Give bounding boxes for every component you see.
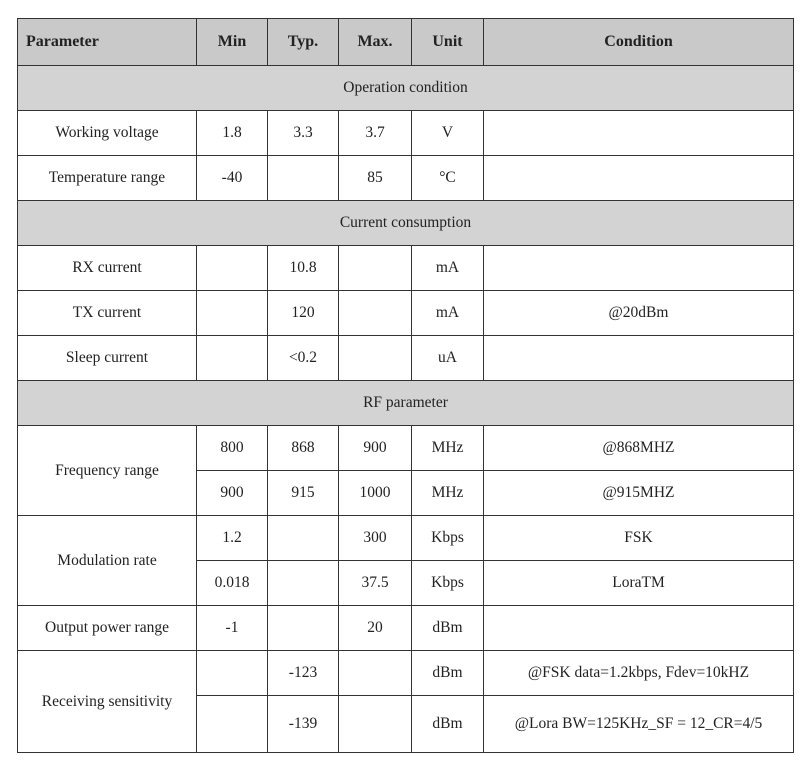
cell-min [197, 291, 268, 336]
table-row-temperature-range [18, 156, 794, 201]
cell-typ: -139 [268, 696, 339, 753]
cell-param: TX current [18, 291, 197, 336]
cell-max: 37.5 [339, 561, 412, 606]
cell-typ [268, 561, 339, 606]
cell-condition [484, 336, 794, 381]
cell-max: 85 [339, 156, 412, 201]
cell-min: 800 [197, 426, 268, 471]
cell-min: 0.018 [197, 561, 268, 606]
cell-typ: 10.8 [268, 246, 339, 291]
cell-condition: FSK [484, 516, 794, 561]
cell-condition: @Lora BW=125KHz_SF = 12_CR=4/5 [484, 696, 794, 753]
cell-max [339, 246, 412, 291]
cell-min [197, 246, 268, 291]
cell-param: Temperature range [18, 156, 197, 201]
cell-typ [268, 606, 339, 651]
cell-typ [268, 156, 339, 201]
cell-typ: 3.3 [268, 111, 339, 156]
section-row-current [18, 201, 794, 246]
header-typ: Typ. [268, 19, 339, 66]
cell-typ: 120 [268, 291, 339, 336]
cell-unit: °C [412, 156, 484, 201]
cell-param: Working voltage [18, 111, 197, 156]
cell-typ: 868 [268, 426, 339, 471]
cell-max [339, 696, 412, 753]
cell-condition [484, 606, 794, 651]
cell-condition: @915MHZ [484, 471, 794, 516]
header-min: Min [197, 19, 268, 66]
header-row [18, 19, 794, 66]
cell-unit: Kbps [412, 561, 484, 606]
cell-condition: LoraTM [484, 561, 794, 606]
cell-max [339, 336, 412, 381]
cell-param: Output power range [18, 606, 197, 651]
cell-min: 1.8 [197, 111, 268, 156]
cell-unit: Kbps [412, 516, 484, 561]
cell-unit: V [412, 111, 484, 156]
table-row-working-voltage [18, 111, 794, 156]
cell-typ: -123 [268, 651, 339, 696]
header-unit: Unit [412, 19, 484, 66]
cell-unit: uA [412, 336, 484, 381]
cell-param: Modulation rate [18, 516, 197, 606]
specification-table [17, 18, 794, 753]
table-row-frequency-range-868 [18, 426, 794, 471]
header-max: Max. [339, 19, 412, 66]
table-row-modulation-rate-fsk [18, 516, 794, 561]
cell-param: Frequency range [18, 426, 197, 516]
table-row-sleep-current [18, 336, 794, 381]
section-title: RF parameter [18, 381, 794, 426]
cell-unit: MHz [412, 471, 484, 516]
cell-min [197, 696, 268, 753]
cell-unit: MHz [412, 426, 484, 471]
section-title: Operation condition [18, 66, 794, 111]
section-row-operation [18, 66, 794, 111]
cell-max: 1000 [339, 471, 412, 516]
cell-unit: dBm [412, 606, 484, 651]
cell-condition [484, 246, 794, 291]
header-condition: Condition [484, 19, 794, 66]
cell-condition: @20dBm [484, 291, 794, 336]
table-row-tx-current [18, 291, 794, 336]
table-row-receiving-sensitivity-fsk [18, 651, 794, 696]
header-parameter: Parameter [18, 19, 197, 66]
section-title: Current consumption [18, 201, 794, 246]
cell-unit: dBm [412, 696, 484, 753]
cell-condition [484, 111, 794, 156]
cell-unit: mA [412, 246, 484, 291]
cell-param: Receiving sensitivity [18, 651, 197, 753]
cell-min [197, 336, 268, 381]
cell-max [339, 651, 412, 696]
cell-min: -40 [197, 156, 268, 201]
cell-param: Sleep current [18, 336, 197, 381]
cell-typ: 915 [268, 471, 339, 516]
cell-max [339, 291, 412, 336]
cell-condition: @868MHZ [484, 426, 794, 471]
cell-condition [484, 156, 794, 201]
cell-max: 20 [339, 606, 412, 651]
cell-unit: dBm [412, 651, 484, 696]
table-row-rx-current [18, 246, 794, 291]
section-row-rf [18, 381, 794, 426]
cell-max: 900 [339, 426, 412, 471]
cell-param: RX current [18, 246, 197, 291]
cell-min: 900 [197, 471, 268, 516]
cell-min [197, 651, 268, 696]
cell-min: -1 [197, 606, 268, 651]
cell-max: 3.7 [339, 111, 412, 156]
cell-min: 1.2 [197, 516, 268, 561]
cell-condition: @FSK data=1.2kbps, Fdev=10kHZ [484, 651, 794, 696]
cell-unit: mA [412, 291, 484, 336]
cell-typ [268, 516, 339, 561]
cell-typ: <0.2 [268, 336, 339, 381]
cell-max: 300 [339, 516, 412, 561]
table-row-output-power-range [18, 606, 794, 651]
